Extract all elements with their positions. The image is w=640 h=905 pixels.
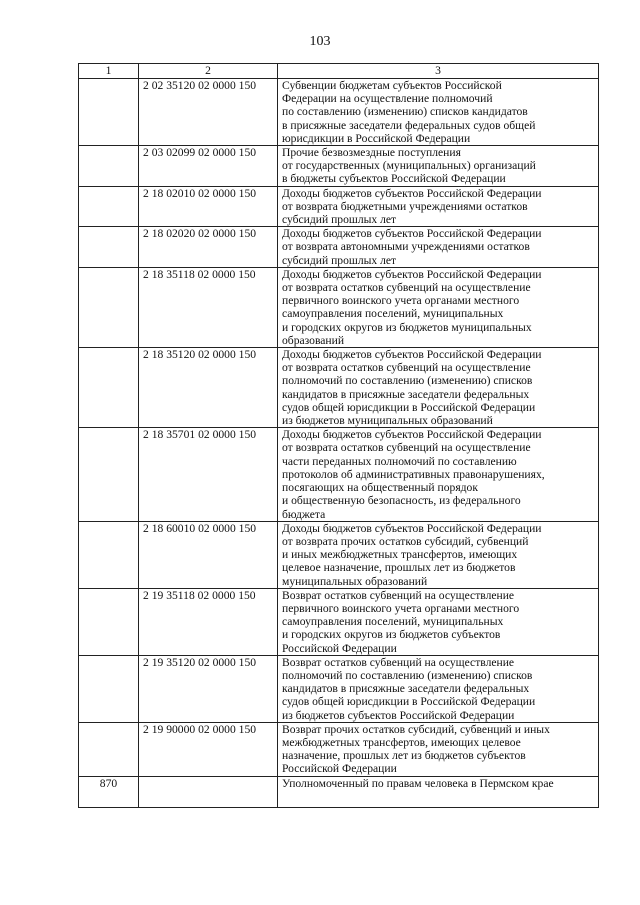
- description-line: из бюджетов муниципальных образований: [282, 414, 493, 428]
- description-line: судов общей юрисдикции в Российской Федерации: [282, 400, 536, 414]
- description-line: полномочий по составлению (изменению) списков: [282, 374, 533, 388]
- description-line: образований: [282, 333, 345, 347]
- row-admin-code: 870: [79, 776, 139, 807]
- table-row: [79, 348, 599, 428]
- description-line: протоколов об административных правонарушениях,: [282, 467, 545, 481]
- row-description: [278, 521, 599, 588]
- table-row: [79, 267, 599, 347]
- description-line: Уполномоченный по правам человека в Пермском крае: [282, 776, 554, 790]
- row-admin-code: [79, 588, 139, 655]
- description-line: от возврата остатков субвенций на осуществление: [282, 441, 531, 455]
- description-line: от государственных (муниципальных) организаций: [282, 159, 536, 173]
- description-line: межбюджетных трансфертов, имеющих целевое: [282, 735, 521, 749]
- description-line: от возврата прочих остатков субсидий, субвенций: [282, 534, 529, 548]
- row-admin-code: [79, 428, 139, 521]
- description-line: судов общей юрисдикции в Российской Федерации: [282, 695, 536, 709]
- row-description: [278, 722, 599, 776]
- row-description: [278, 186, 599, 227]
- row-admin-code: [79, 348, 139, 428]
- row-description: [278, 588, 599, 655]
- description-line: Прочие безвозмездные поступления: [282, 146, 461, 160]
- row-budget-code: 2 03 02099 02 0000 150: [139, 146, 278, 187]
- description-line: Российской Федерации: [282, 641, 397, 655]
- description-line: Доходы бюджетов субъектов Российской Федерации: [282, 521, 542, 535]
- budget-classification-table: [78, 63, 599, 808]
- description-line: Доходы бюджетов субъектов Российской Федерации: [282, 227, 542, 241]
- description-line: первичного воинского учета органами местного: [282, 294, 520, 308]
- row-description: [278, 776, 599, 807]
- row-budget-code: [139, 776, 278, 807]
- description-line: Доходы бюджетов субъектов Российской Федерации: [282, 428, 542, 442]
- table-row: [79, 776, 599, 807]
- description-line: от возврата остатков субвенций на осуществление: [282, 361, 531, 375]
- row-budget-code: 2 19 90000 02 0000 150: [139, 722, 278, 776]
- row-admin-code: [79, 79, 139, 146]
- row-description: [278, 79, 599, 146]
- description-line: в бюджеты субъектов Российской Федерации: [282, 172, 506, 186]
- description-line: кандидатов в присяжные заседатели федеральных: [282, 387, 530, 401]
- table-row: [79, 146, 599, 187]
- row-description: [278, 267, 599, 347]
- table-row: [79, 428, 599, 521]
- description-line: первичного воинского учета органами местного: [282, 601, 520, 615]
- row-admin-code: [79, 521, 139, 588]
- description-line: в присяжные заседатели федеральных судов общей: [282, 118, 536, 132]
- row-admin-code: [79, 227, 139, 268]
- row-budget-code: 2 18 02020 02 0000 150: [139, 227, 278, 268]
- row-admin-code: [79, 186, 139, 227]
- table-header-row: [79, 64, 599, 79]
- description-line: Российской Федерации: [282, 762, 397, 776]
- row-description: [278, 655, 599, 722]
- description-line: назначение, прошлых лет из бюджетов субъектов: [282, 749, 526, 763]
- description-line: Федерации на осуществление полномочий: [282, 92, 493, 106]
- description-line: Возврат остатков субвенций на осуществление: [282, 655, 515, 669]
- row-budget-code: 2 18 35701 02 0000 150: [139, 428, 278, 521]
- description-line: Доходы бюджетов субъектов Российской Федерации: [282, 186, 542, 200]
- row-budget-code: 2 18 35120 02 0000 150: [139, 348, 278, 428]
- row-description: [278, 428, 599, 521]
- row-budget-code: 2 02 35120 02 0000 150: [139, 79, 278, 146]
- description-line: и общественную безопасность, из федерального: [282, 494, 521, 508]
- description-line: Субвенции бюджетам субъектов Российской: [282, 79, 502, 92]
- row-admin-code: [79, 722, 139, 776]
- description-line: Возврат остатков субвенций на осуществление: [282, 588, 515, 602]
- table-body: [79, 79, 599, 808]
- description-line: части переданных полномочий по составлению: [282, 454, 517, 468]
- column-header-3: 3: [278, 64, 599, 79]
- row-budget-code: 2 19 35118 02 0000 150: [139, 588, 278, 655]
- description-line: по составлению (изменению) списков кандидатов: [282, 105, 528, 119]
- description-line: от возврата автономными учреждениями остатков: [282, 240, 530, 254]
- description-line: юрисдикции в Российской Федерации: [282, 131, 471, 145]
- row-description: [278, 146, 599, 187]
- row-budget-code: 2 18 02010 02 0000 150: [139, 186, 278, 227]
- column-header-2: 2: [139, 64, 278, 79]
- description-line: бюджета: [282, 507, 326, 521]
- description-line: муниципальных образований: [282, 574, 428, 588]
- row-admin-code: [79, 146, 139, 187]
- description-line: от возврата бюджетными учреждениями остатков: [282, 199, 528, 213]
- table-row: [79, 186, 599, 227]
- description-line: и городских округов из бюджетов субъектов: [282, 628, 501, 642]
- description-line: посягающих на общественный порядок: [282, 481, 478, 495]
- row-description: [278, 227, 599, 268]
- description-line: и городских округов из бюджетов муниципальных: [282, 320, 532, 334]
- row-admin-code: [79, 655, 139, 722]
- table-row: [79, 588, 599, 655]
- description-line: самоуправления поселений, муниципальных: [282, 307, 504, 321]
- description-line: субсидий прошлых лет: [282, 213, 397, 227]
- table-row: [79, 521, 599, 588]
- row-budget-code: 2 18 35118 02 0000 150: [139, 267, 278, 347]
- description-line: от возврата остатков субвенций на осуществление: [282, 281, 531, 295]
- description-line: из бюджетов субъектов Российской Федерации: [282, 708, 515, 722]
- table-row: [79, 227, 599, 268]
- row-budget-code: 2 19 35120 02 0000 150: [139, 655, 278, 722]
- page-number: 103: [309, 34, 331, 49]
- column-header-1: 1: [79, 64, 139, 79]
- row-description: [278, 348, 599, 428]
- description-line: Доходы бюджетов субъектов Российской Федерации: [282, 348, 542, 362]
- description-line: субсидий прошлых лет: [282, 253, 397, 267]
- row-admin-code: [79, 267, 139, 347]
- row-budget-code: 2 18 60010 02 0000 150: [139, 521, 278, 588]
- table-row: [79, 79, 599, 146]
- description-line: и иных межбюджетных трансфертов, имеющих: [282, 548, 518, 562]
- table-row: [79, 722, 599, 776]
- table-row: [79, 655, 599, 722]
- description-line: полномочий по составлению (изменению) списков: [282, 668, 533, 682]
- description-line: Возврат прочих остатков субсидий, субвенций и иных: [282, 722, 550, 736]
- description-line: Доходы бюджетов субъектов Российской Федерации: [282, 267, 542, 281]
- description-line: кандидатов в присяжные заседатели федеральных: [282, 682, 530, 696]
- description-line: самоуправления поселений, муниципальных: [282, 615, 504, 629]
- description-line: целевое назначение, прошлых лет из бюджетов: [282, 561, 516, 575]
